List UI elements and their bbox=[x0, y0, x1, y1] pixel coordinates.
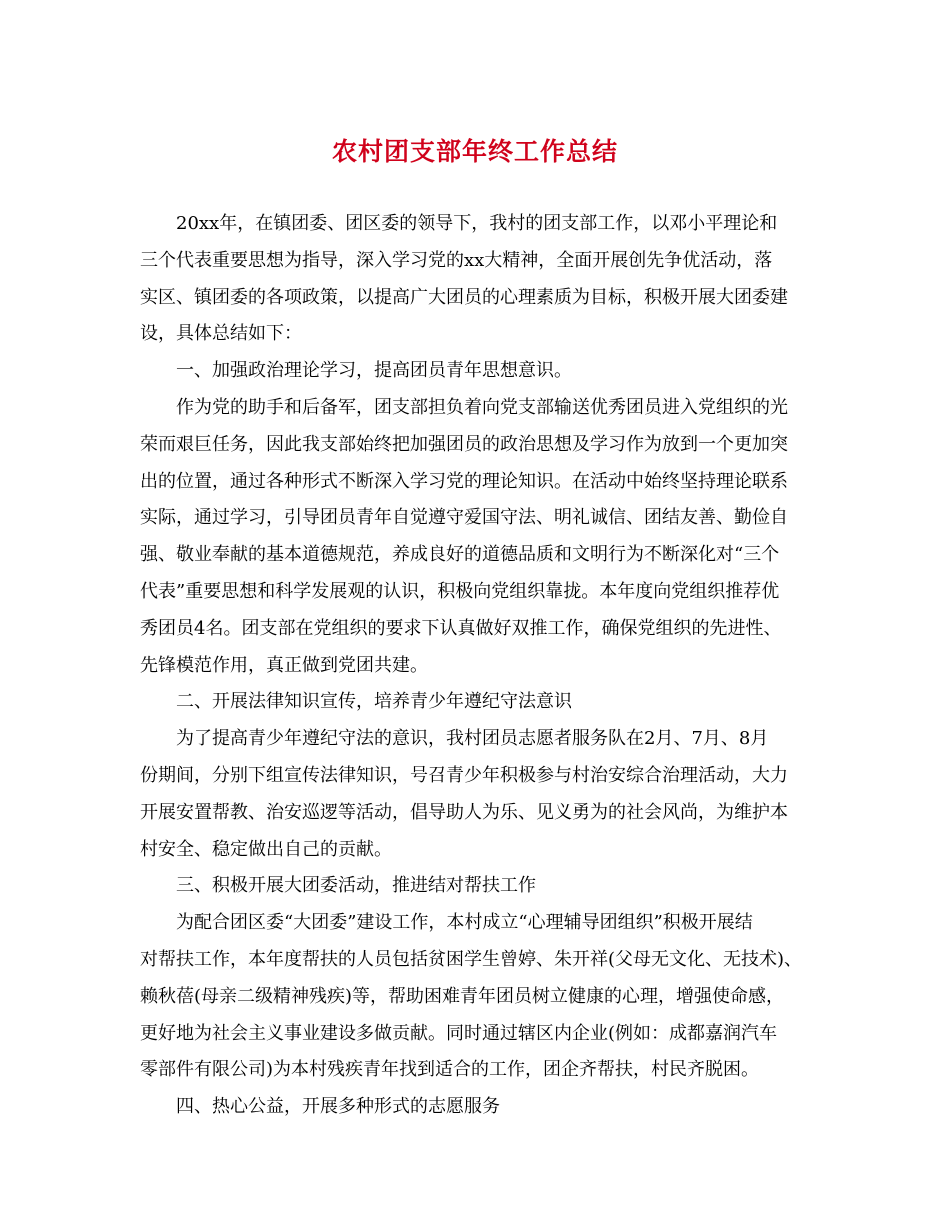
text-line: 实区、镇团委的各项政策，以提高广大团员的心理素质为目标，积极开展大团委建 bbox=[140, 286, 788, 308]
text-line: 设，具体总结如下： bbox=[140, 323, 302, 345]
text-line: 三个代表重要思想为指导，深入学习党的xx大精神，全面开展创先争优活动，落 bbox=[140, 249, 773, 271]
text-line: 村安全、稳定做出自己的贡献。 bbox=[140, 838, 392, 860]
text-line: 为配合团区委“大团委”建设工作，本村成立“心理辅导团组织”积极开展结 bbox=[176, 912, 753, 934]
text-line: 开展安置帮教、治安巡逻等活动，倡导助人为乐、见义勇为的社会风尚，为维护本 bbox=[140, 801, 788, 823]
document-body bbox=[140, 206, 820, 1126]
text-line: 一、加强政治理论学习，提高团员青年思想意识。 bbox=[176, 360, 572, 382]
text-line: 为了提高青少年遵纪守法的意识，我村团员志愿者服务队在2月、7月、8月 bbox=[176, 728, 769, 750]
text-line: 出的位置，通过各种形式不断深入学习党的理论知识。在活动中始终坚持理论联系 bbox=[140, 470, 788, 492]
text-line: 实际，通过学习，引导团员青年自觉遵守爱国守法、明礼诚信、团结友善、勤俭自 bbox=[140, 507, 788, 529]
text-line: 二、开展法律知识宣传，培养青少年遵纪守法意识 bbox=[176, 691, 572, 713]
text-line: 对帮扶工作，本年度帮扶的人员包括贫困学生曾婷、朱开祥(父母无文化、无技术)、 bbox=[140, 948, 803, 970]
text-line: 先锋模范作用，真正做到党团共建。 bbox=[140, 654, 428, 676]
text-line: 强、敬业奉献的基本道德规范，养成良好的道德品质和文明行为不断深化对“三个 bbox=[140, 544, 780, 566]
text-line: 代表”重要思想和科学发展观的认识，积极向党组织靠拢。本年度向党组织推荐优 bbox=[140, 580, 780, 602]
text-line: 零部件有限公司)为本村残疾青年找到适合的工作，团企齐帮扶，村民齐脱困。 bbox=[140, 1059, 760, 1081]
text-line: 赖秋蓓(母亲二级精神残疾)等，帮助困难青年团员树立健康的心理，增强使命感， bbox=[140, 985, 785, 1007]
text-line: 四、热心公益，开展多种形式的志愿服务 bbox=[176, 1096, 500, 1118]
text-line: 20xx年，在镇团委、团区委的领导下，我村的团支部工作，以邓小平理论和 bbox=[176, 213, 778, 234]
text-line: 荣而艰巨任务，因此我支部始终把加强团员的政治思想及学习作为放到一个更加突 bbox=[140, 433, 788, 455]
text-line: 份期间，分别下组宣传法律知识，号召青少年积极参与村治安综合治理活动，大力 bbox=[140, 764, 788, 786]
document-title: 农村团支部年终工作总结 bbox=[331, 137, 618, 166]
text-line: 作为党的助手和后备军，团支部担负着向党支部输送优秀团员进入党组织的光 bbox=[176, 396, 788, 418]
text-line: 更好地为社会主义事业建设多做贡献。同时通过辖区内企业(例如：成都嘉润汽车 bbox=[140, 1022, 778, 1044]
text-line: 三、积极开展大团委活动，推进结对帮扶工作 bbox=[176, 875, 536, 897]
text-line: 秀团员4名。团支部在党组织的要求下认真做好双推工作，确保党组织的先进性、 bbox=[140, 617, 782, 639]
